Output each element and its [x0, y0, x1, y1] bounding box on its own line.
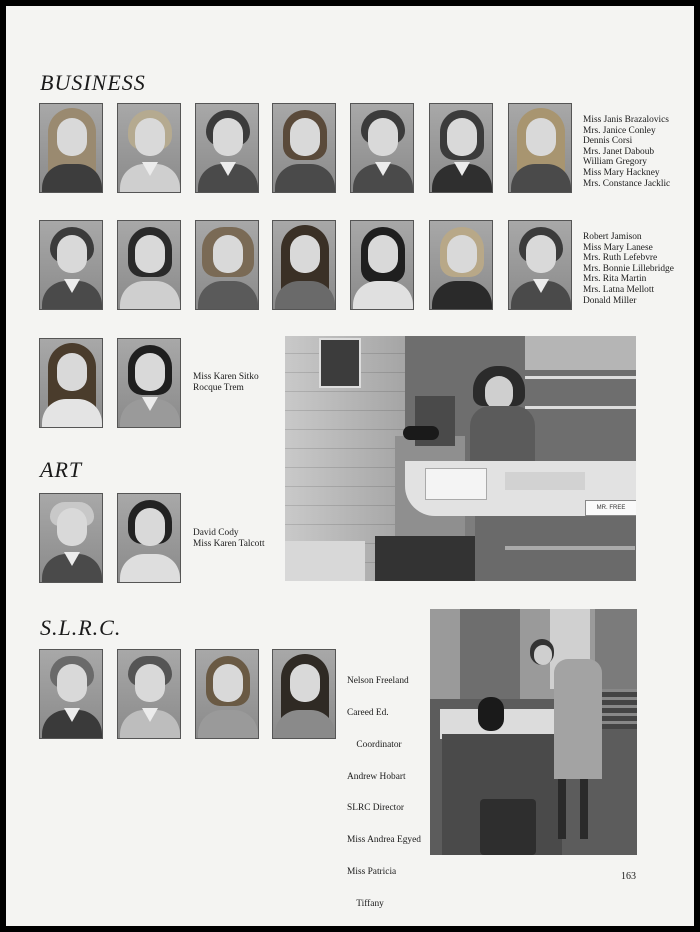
portrait-photo	[195, 103, 259, 193]
portrait-photo	[350, 220, 414, 310]
page-number: 163	[621, 871, 636, 882]
name-label: Miss Patricia	[347, 866, 397, 877]
name-label: Mrs. Bonnie Lillebridge	[583, 263, 674, 274]
business-row2-names	[583, 232, 674, 306]
name-label: David Cody	[193, 528, 239, 538]
name-label: Mrs. Rita Martin	[583, 274, 647, 285]
portrait-photo	[429, 220, 493, 310]
portrait-photo	[508, 220, 572, 310]
portrait-photo	[39, 338, 103, 428]
portrait-photo	[117, 103, 181, 193]
portrait-photo	[39, 493, 103, 583]
portrait-photo	[117, 493, 181, 583]
slrc-names	[347, 655, 421, 920]
portrait-photo	[39, 103, 103, 193]
resource-center-photo	[430, 609, 637, 855]
name-label: Miss Karen Talcott	[193, 538, 265, 549]
heading-art: ART	[40, 457, 83, 482]
name-label: Rocque Trem	[193, 382, 244, 393]
name-label: Tiffany	[347, 898, 384, 909]
heading-business: BUSINESS	[40, 70, 146, 95]
name-label: Donald Miller	[583, 295, 637, 306]
portrait-photo	[429, 103, 493, 193]
portrait-photo	[195, 649, 259, 739]
name-label: SLRC Director	[347, 803, 405, 814]
name-label: Miss Andrea Egyed	[347, 835, 421, 846]
name-label: Robert Jamison	[583, 232, 642, 242]
portrait-photo	[39, 220, 103, 310]
business-row1-names	[583, 115, 670, 189]
name-label: Mrs. Constance Jacklic	[583, 178, 671, 189]
office-telephone-photo	[285, 336, 636, 581]
portrait-photo	[195, 220, 259, 310]
art-names	[193, 528, 265, 549]
portrait-photo	[117, 649, 181, 739]
name-label: Careed Ed.	[347, 707, 389, 718]
portrait-photo	[272, 220, 336, 310]
portrait-photo	[350, 103, 414, 193]
portrait-photo	[272, 103, 336, 193]
name-label: Miss Karen Sitko	[193, 372, 259, 382]
name-label: Miss Janis Brazalovics	[583, 115, 669, 125]
name-label: Miss Mary Hackney	[583, 167, 660, 178]
desk-nameplate: MR. FREE	[585, 500, 636, 516]
name-label: Mrs. Janice Conley	[583, 125, 656, 136]
name-label: Mrs. Janet Daboub	[583, 146, 655, 157]
name-label: Andrew Hobart	[347, 771, 406, 782]
name-label: Miss Mary Lanese	[583, 242, 653, 253]
portrait-photo	[272, 649, 336, 739]
name-label: Coordinator	[347, 739, 402, 750]
name-label: William Gregory	[583, 157, 647, 168]
name-label: Nelson Freeland	[347, 676, 409, 687]
name-label: Dennis Corsi	[583, 136, 633, 147]
name-label: Mrs. Ruth Lefebvre	[583, 253, 658, 264]
business-row3-names	[193, 372, 259, 393]
portrait-photo	[117, 220, 181, 310]
heading-slrc: S.L.R.C.	[40, 615, 122, 640]
portrait-photo	[508, 103, 572, 193]
name-label: Mrs. Latna Mellott	[583, 284, 655, 295]
portrait-photo	[39, 649, 103, 739]
portrait-photo	[117, 338, 181, 428]
